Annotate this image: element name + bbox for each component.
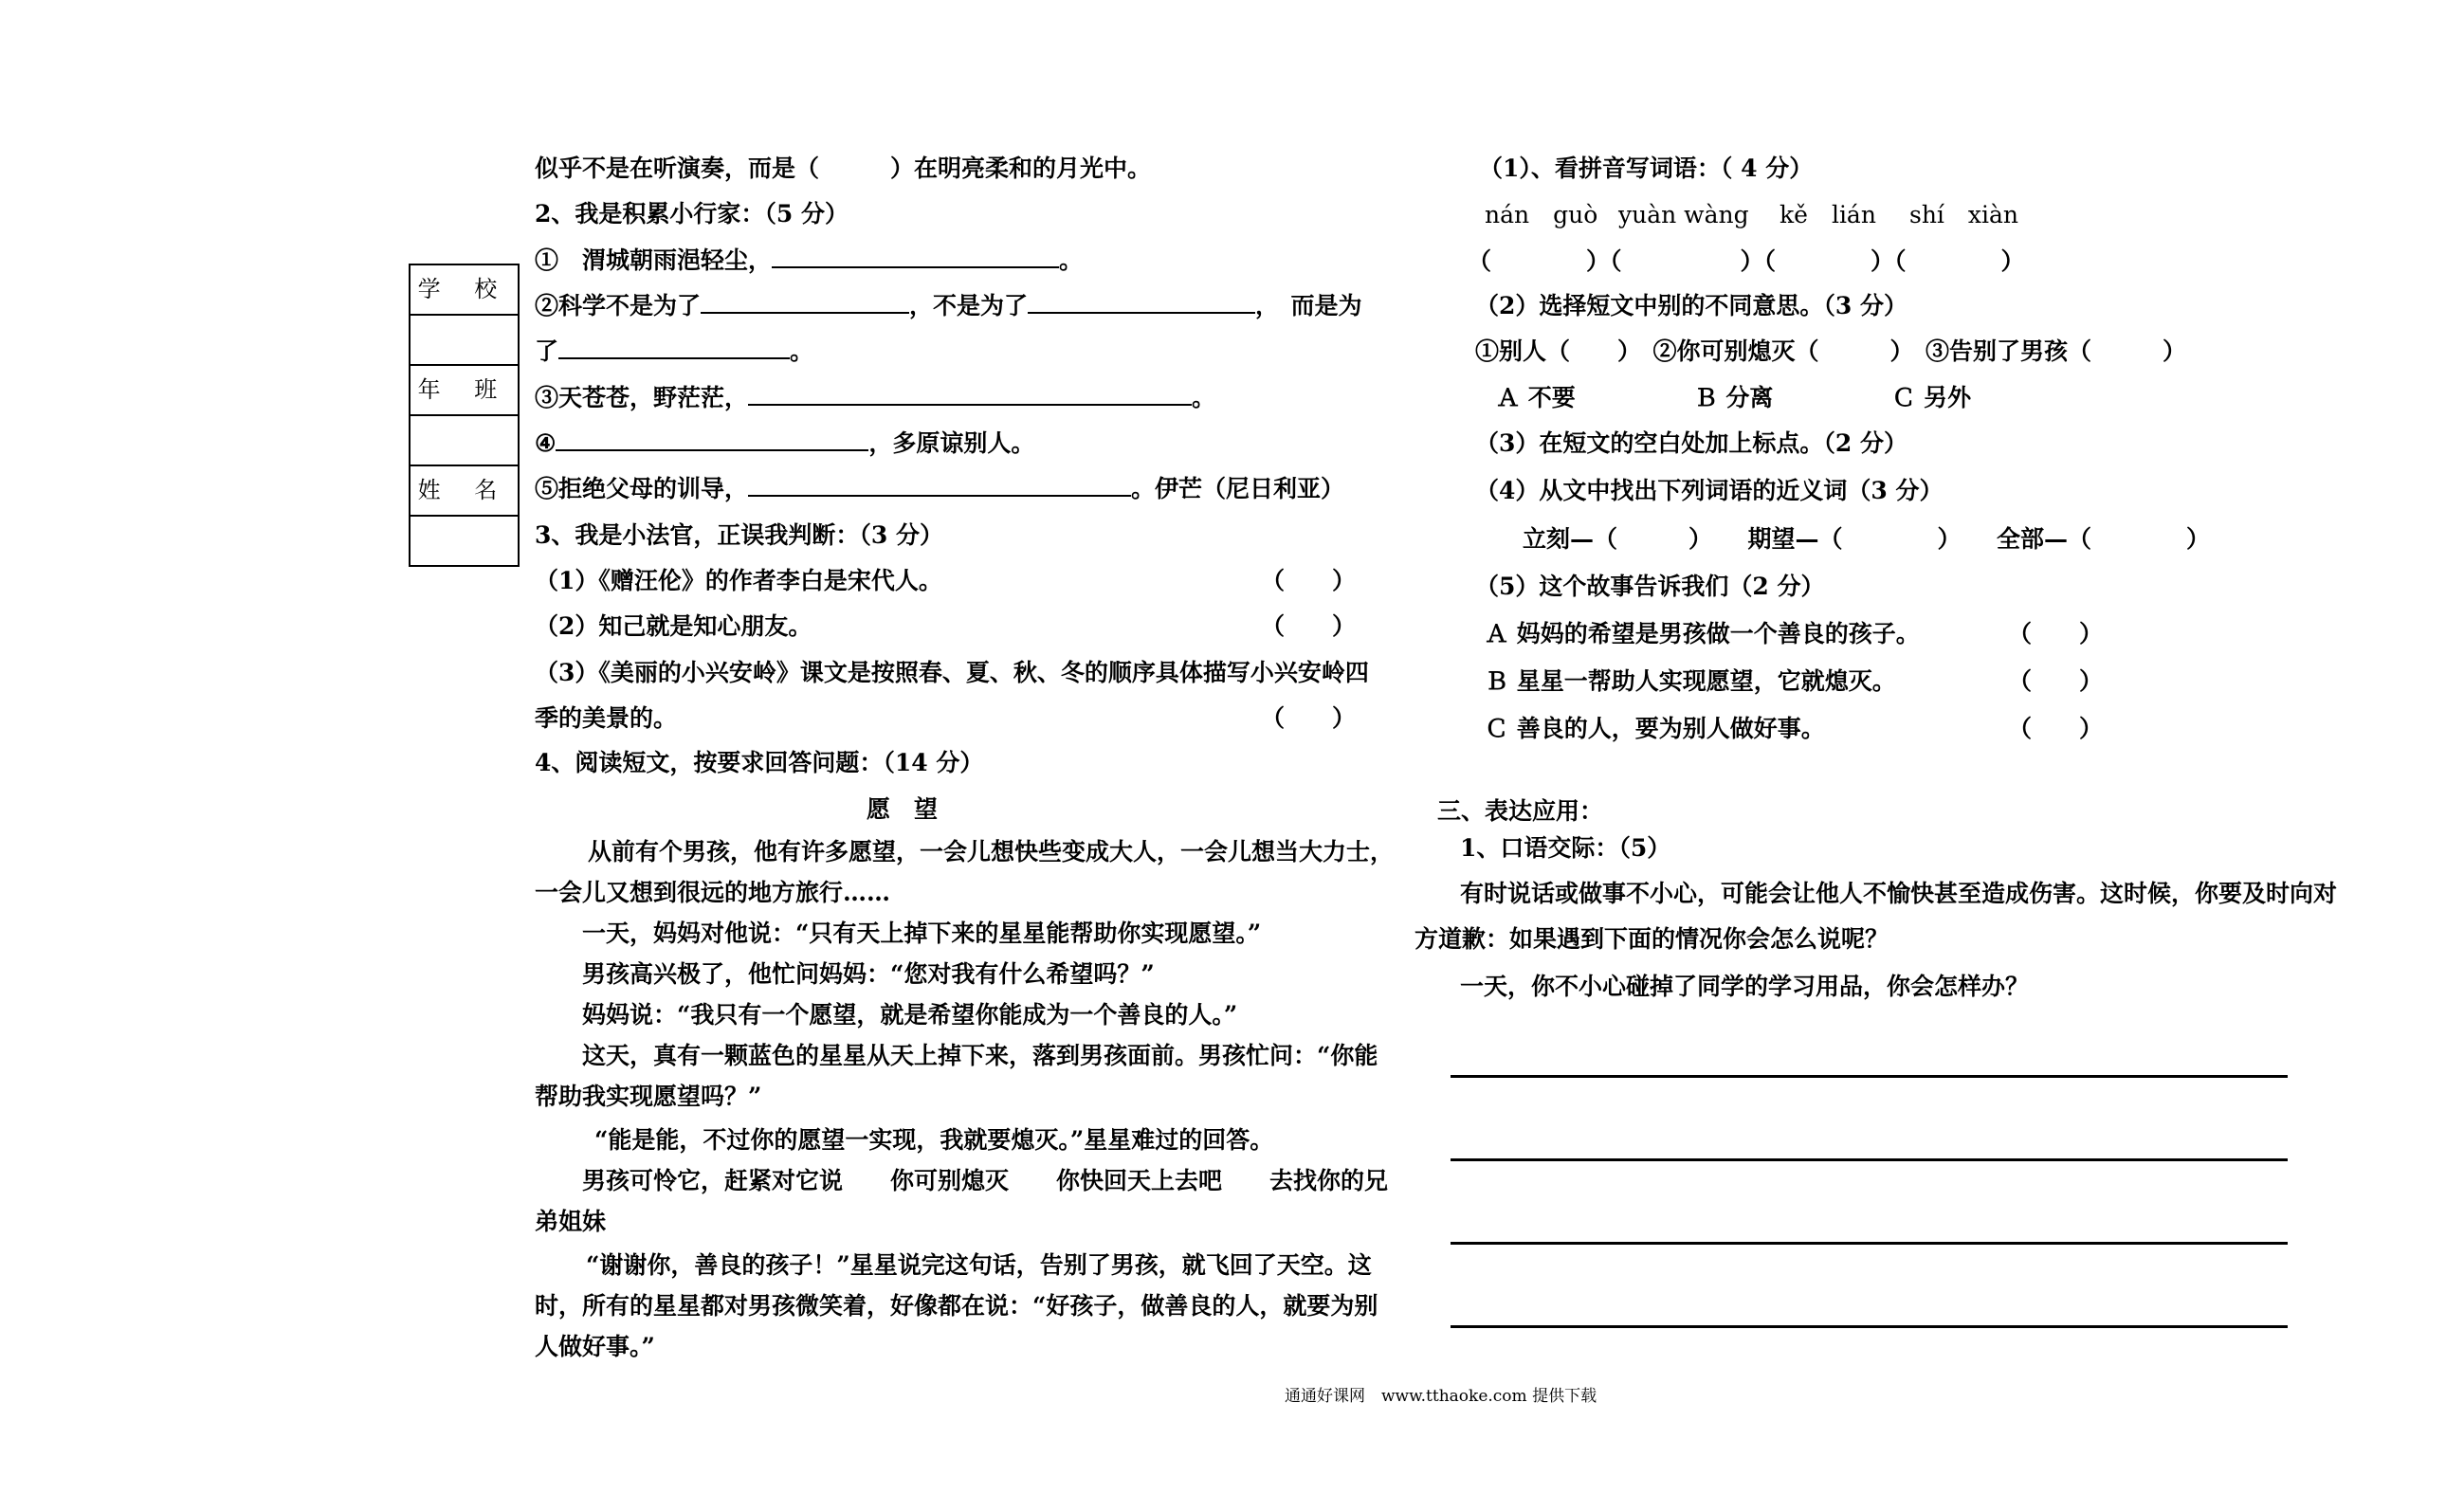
- footer-credit: 通通好课网 www.tthaoke.com 提供下载: [1285, 1387, 1597, 1406]
- poem-1-text: ① 渭城朝雨浥轻尘，: [535, 246, 773, 274]
- synonym-items: 立刻—（ ） 期望—（ ） 全部—（ ）: [1523, 525, 2211, 553]
- story-paragraph: 帮助我实现愿望吗？”: [535, 1083, 762, 1110]
- sub-question-4: （4）从文中找出下列词语的近义词（3 分）: [1475, 477, 1944, 504]
- quote-2-text: ，不是为了: [909, 292, 1029, 319]
- item-marker: ④: [535, 429, 557, 457]
- question-2-title: 2、我是积累小行家：（5 分）: [535, 200, 849, 228]
- judgement-1: （1）《赠汪伦》的作者李白是宋代人。: [535, 567, 942, 594]
- quote-fill-2: [535, 291, 1362, 321]
- quote-2-text: 了: [535, 337, 559, 365]
- quote-fill-4: [535, 428, 1034, 459]
- answer-line[interactable]: [1451, 1158, 2288, 1161]
- sub-question-2: （2）选择短文中别的不同意思。（3 分）: [1475, 292, 1907, 319]
- story-paragraph: 一会儿又想到很远的地方旅行……: [535, 879, 891, 906]
- answer-blank[interactable]: [1028, 291, 1255, 314]
- story-paragraph: 弟姐妹: [535, 1208, 607, 1235]
- story-paragraph: 从前有个男孩，他有许多愿望，一会儿想快些变成大人，一会儿想当大力士，: [588, 838, 1395, 865]
- quote-2-text: ， 而是为: [1255, 292, 1362, 319]
- poem-fill-3: [535, 383, 1215, 413]
- oral-communication-title: 1、口语交际：（5）: [1460, 834, 1671, 862]
- instruction-paragraph: 方道歉：如果遇到下面的情况你会怎么说呢？: [1415, 925, 1889, 953]
- answer-blank[interactable]: [748, 474, 1131, 497]
- quote-5-text: ⑤拒绝父母的训导，: [535, 475, 749, 502]
- answer-line[interactable]: [1451, 1325, 2288, 1328]
- story-paragraph: 人做好事。”: [535, 1333, 655, 1360]
- answer-blank[interactable]: [556, 428, 868, 451]
- school-label: 学 校: [411, 265, 518, 316]
- name-label: 姓 名: [411, 466, 518, 517]
- sub-question-1: （1）、看拼音写词语：（ 4 分）: [1479, 155, 1814, 182]
- student-info-box: [409, 264, 520, 567]
- story-paragraph: 妈妈说：“我只有一个愿望，就是希望你能成为一个善良的人。”: [582, 1001, 1238, 1029]
- answer-blank[interactable]: [558, 337, 790, 359]
- question-4-title: 4、阅读短文，按要求回答问题：（14 分）: [535, 749, 984, 776]
- judgement-3: （3）《美丽的小兴安岭》课文是按照春、夏、秋、冬的顺序具体描写小兴安岭四: [535, 659, 1369, 686]
- story-paragraph: “谢谢你，善良的孩子！”星星说完这句话，告别了男孩，就飞回了天空。这: [586, 1251, 1372, 1279]
- pinyin-item: nán guò: [1485, 201, 1598, 228]
- judgement-paren[interactable]: （ ）: [1261, 704, 1357, 732]
- period: 。: [1059, 246, 1084, 274]
- sub-question-5: （5）这个故事告诉我们（2 分）: [1475, 573, 1825, 600]
- section-3-title: 三、表达应用：: [1437, 797, 1604, 825]
- school-field[interactable]: [411, 316, 518, 366]
- grade-field[interactable]: [411, 416, 518, 466]
- period: 。: [1192, 384, 1216, 411]
- answer-line[interactable]: [1451, 1075, 2288, 1078]
- statement-b: Ｂ 星星一帮助人实现愿望，它就熄灭。: [1485, 667, 1896, 695]
- statement-c: Ｃ 善良的人，要为别人做好事。: [1485, 715, 1825, 742]
- story-paragraph: 这天，真有一颗蓝色的星星从天上掉下来，落到男孩面前。男孩忙问：“你能: [582, 1042, 1378, 1069]
- pinyin-answer-blanks[interactable]: （ ）（ ）（ ）（ ）: [1468, 247, 2025, 275]
- pinyin-item: kě lián: [1780, 201, 1876, 228]
- meaning-options: Ａ 不要 Ｂ 分离 Ｃ 另外: [1496, 384, 1972, 411]
- quote-2-text: ②科学不是为了: [535, 292, 702, 319]
- story-title: 愿 望: [867, 795, 939, 823]
- judgement-paren[interactable]: （ ）: [1261, 567, 1357, 594]
- story-paragraph: “能是能，不过你的愿望一实现，我就要熄灭。”星星难过的回答。: [594, 1126, 1274, 1154]
- story-paragraph: 一天，妈妈对他说：“只有天上掉下来的星星能帮助你实现愿望。”: [582, 920, 1262, 947]
- question-3-title: 3、我是小法官，正误我判断：（3 分）: [535, 521, 943, 549]
- quote-fill-5: [535, 474, 1344, 504]
- judgement-paren[interactable]: （ ）: [2008, 667, 2104, 695]
- judgement-paren[interactable]: （ ）: [2008, 620, 2104, 647]
- quote-5-text: 。伊芒（尼日利亚）: [1131, 475, 1345, 502]
- story-paragraph: 时，所有的星星都对男孩微笑着，好像都在说：“好孩子，做善良的人，就要为别: [535, 1292, 1378, 1320]
- answer-line[interactable]: [1451, 1242, 2288, 1245]
- text-line: 似乎不是在听演奏，而是（ ）在明亮柔和的月光中。: [535, 155, 1152, 182]
- instruction-paragraph: 有时说话或做事不小心，可能会让他人不愉快甚至造成伤害。这时候，你要及时向对: [1460, 880, 2338, 907]
- poem-fill-1: [535, 246, 1083, 276]
- story-paragraph: 男孩可怜它，赶紧对它说 你可别熄灭 你快回天上去吧 去找你的兄: [582, 1167, 1389, 1194]
- poem-3-text: ③天苍苍，野茫茫，: [535, 384, 749, 411]
- quote-fill-2-cont: [535, 337, 813, 367]
- grade-label: 年 班: [411, 366, 518, 416]
- judgement-paren[interactable]: （ ）: [2008, 715, 2104, 742]
- pinyin-item: shí xiàn: [1909, 201, 2019, 228]
- statement-a: Ａ 妈妈的希望是男孩做一个善良的孩子。: [1485, 620, 1920, 647]
- sub-question-3: （3）在短文的空白处加上标点。（2 分）: [1475, 429, 1907, 457]
- quote-4-text: ，多原谅别人。: [868, 429, 1035, 457]
- period: 。: [790, 337, 814, 365]
- answer-blank[interactable]: [772, 246, 1059, 268]
- answer-blank[interactable]: [748, 383, 1192, 406]
- judgement-3-cont: 季的美景的。: [535, 704, 678, 732]
- name-field[interactable]: [411, 517, 518, 565]
- judgement-2: （2）知己就是知心朋友。: [535, 612, 812, 640]
- scenario-question: 一天，你不小心碰掉了同学的学习用品，你会怎样办？: [1460, 973, 2030, 1000]
- story-paragraph: 男孩高兴极了，他忙问妈妈：“您对我有什么希望吗？”: [582, 960, 1155, 988]
- answer-blank[interactable]: [701, 291, 909, 314]
- judgement-paren[interactable]: （ ）: [1261, 612, 1357, 640]
- meaning-items: ①别人（ ） ②你可别熄灭（ ） ③告别了男孩（ ）: [1475, 337, 2187, 365]
- pinyin-item: yuàn wàng: [1618, 201, 1749, 228]
